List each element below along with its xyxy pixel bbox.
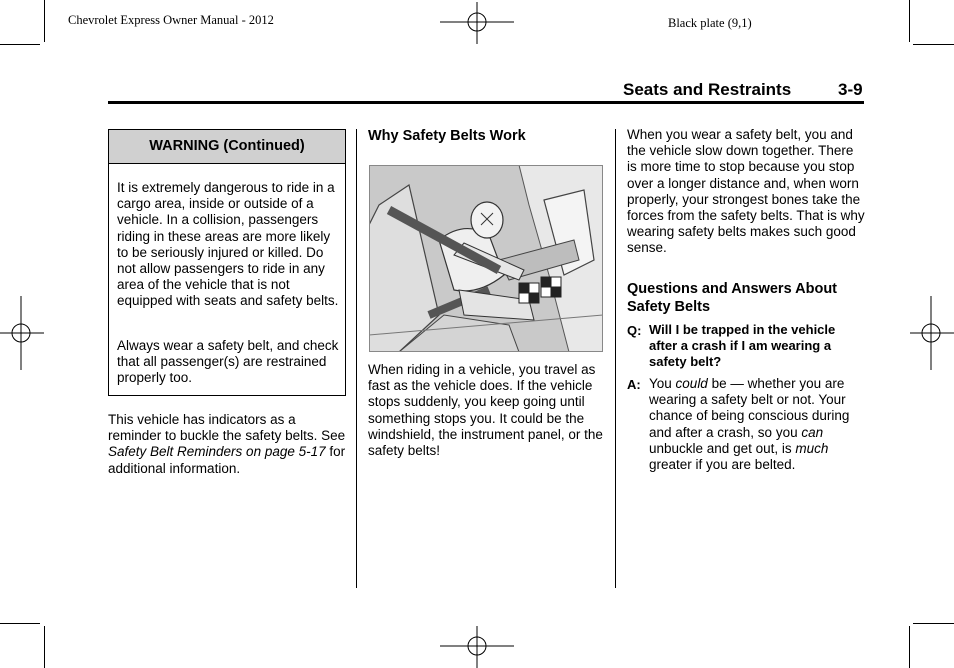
crash-dummy-illustration — [369, 165, 603, 352]
crop-mark-icon — [909, 626, 910, 668]
belt-benefit-paragraph: When you wear a safety belt, you and the vehicle slow down together. There is more time to stop because you stop over a longer distance and, when worn properly, your strongest bones take the forces from the safety belts. That is why wearing safety belts makes such good sense. — [627, 127, 865, 256]
answer-emphasis: can — [801, 424, 824, 440]
crop-mark-icon — [913, 44, 954, 45]
question-label: Q: — [627, 323, 642, 338]
column-divider — [356, 129, 357, 588]
header-rule — [108, 101, 864, 104]
answer-text — [649, 376, 865, 473]
warning-box — [108, 129, 346, 396]
why-work-heading: Why Safety Belts Work — [368, 128, 526, 144]
indicators-text: for additional information. — [108, 444, 346, 476]
registration-target-icon — [440, 626, 514, 668]
cross-reference-link[interactable]: Safety Belt Reminders on page 5-17 — [108, 444, 326, 460]
page-number: 3-9 — [838, 80, 863, 99]
crop-mark-icon — [913, 623, 954, 624]
answer-emphasis: could — [675, 376, 708, 391]
indicators-paragraph — [108, 412, 348, 477]
answer-fragment: You — [649, 376, 676, 391]
indicators-text: This vehicle has indicators as a reminder to buckle the safety belts. See — [108, 412, 346, 444]
plate-label: Black plate (9,1) — [668, 16, 752, 30]
answer-fragment: be — whether you are wearing a safety belt or not. Your chance of being conscious during and after a crash, so you — [649, 376, 850, 440]
answer-emphasis: much — [795, 440, 829, 456]
registration-target-icon — [0, 296, 44, 370]
warning-paragraph: Always wear a safety belt, and check that all passenger(s) are restrained properly too. — [117, 338, 339, 386]
answer-fragment: unbuckle and get out, is — [649, 440, 796, 456]
crop-mark-icon — [909, 0, 910, 42]
warning-heading: WARNING (Continued) — [109, 130, 345, 164]
section-title: Seats and Restraints — [623, 80, 792, 99]
crop-mark-icon — [44, 0, 45, 42]
answer-label: A: — [627, 377, 641, 392]
answer-fragment: greater if you are belted. — [649, 457, 796, 473]
crop-mark-icon — [0, 623, 40, 624]
registration-target-icon — [440, 2, 514, 44]
crop-mark-icon — [44, 626, 45, 668]
crop-mark-icon — [0, 44, 40, 45]
manual-title: Chevrolet Express Owner Manual - 2012 — [68, 13, 274, 27]
question-text: Will I be trapped in the vehicle after a crash if I am wearing a safety belt? — [649, 322, 836, 369]
column-divider — [615, 129, 616, 588]
warning-paragraph: It is extremely dangerous to ride in a cargo area, inside or outside of a vehicle. In a collision, passengers riding in these areas are more likely to be seriously injured or killed. Do not allow passengers to ride in any area of the vehicle that is not equipped with seats and safety belts. — [117, 180, 339, 309]
registration-target-icon — [910, 296, 954, 370]
why-work-paragraph: When riding in a vehicle, you travel as fast as the vehicle does. If the vehicle stops suddenly, you keep going until something stops you. It could be the windshield, the instrument panel, or the safety belts! — [368, 362, 603, 459]
qa-heading: Questions and Answers About Safety Belts — [627, 281, 838, 315]
